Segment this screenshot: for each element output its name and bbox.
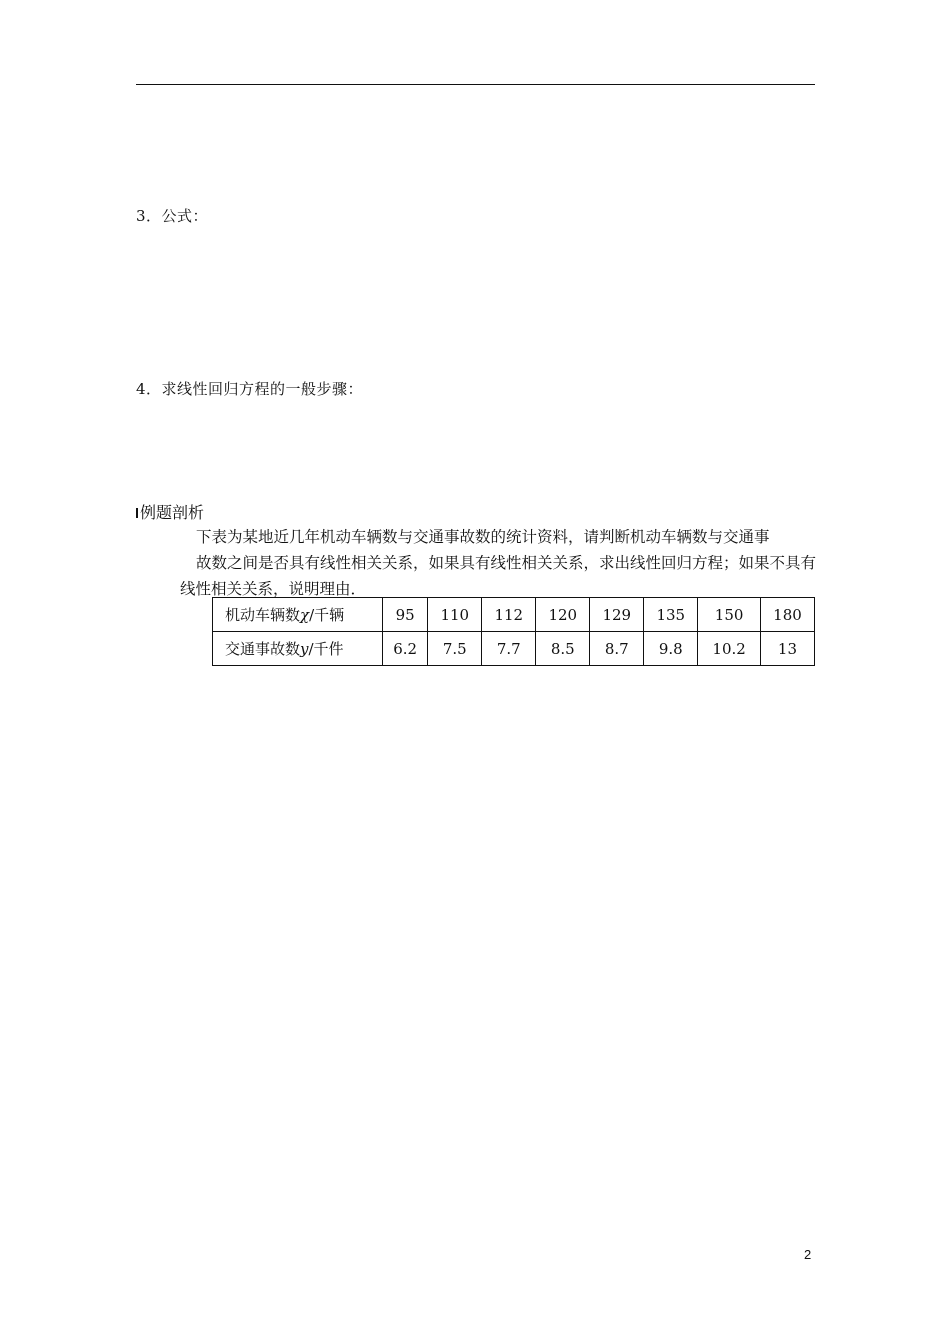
table-cell: 6.2 — [383, 632, 428, 666]
table-cell: 13 — [760, 632, 814, 666]
table-row-vehicles — [213, 598, 815, 632]
row-label-accidents — [213, 632, 383, 666]
header-rule — [136, 84, 815, 85]
row-label-suffix: /千件 — [308, 640, 344, 658]
problem-line-rest: 故数之间是否具有线性相关关系，如果具有线性相关关系，求出线性回归方程；如果不具有线性相关关系，说明理由． — [180, 554, 817, 598]
table-cell: 10.2 — [698, 632, 761, 666]
variable-y: y — [300, 640, 309, 658]
problem-line-1: 下表为某地近几年机动车辆数与交通事故数的统计资料，请判断机动车辆数与交通事 — [196, 528, 770, 546]
table-cell: 112 — [482, 598, 536, 632]
heading-marker — [136, 508, 138, 518]
data-table — [212, 597, 815, 666]
section-heading — [136, 500, 204, 523]
table-cell: 95 — [383, 598, 428, 632]
row-label-suffix: /千辆 — [309, 606, 345, 624]
table-cell: 180 — [760, 598, 814, 632]
variable-x: χ — [300, 606, 310, 624]
table-cell: 8.5 — [536, 632, 590, 666]
table-cell: 120 — [536, 598, 590, 632]
problem-statement — [180, 524, 817, 602]
table-cell: 9.8 — [644, 632, 698, 666]
item-3-formula: 3．公式： — [136, 207, 209, 225]
table-cell: 7.7 — [482, 632, 536, 666]
row-label-prefix: 机动车辆数 — [225, 606, 301, 624]
item-4-steps: 4．求线性回归方程的一般步骤： — [136, 380, 364, 398]
table-row-accidents — [213, 632, 815, 666]
table-cell: 110 — [428, 598, 482, 632]
table-cell: 150 — [698, 598, 761, 632]
table-cell: 129 — [590, 598, 644, 632]
table-cell: 135 — [644, 598, 698, 632]
section-heading-text: 例题剖析 — [140, 503, 205, 522]
page-number: 2 — [804, 1247, 812, 1262]
row-label-vehicles — [213, 598, 383, 632]
table-cell: 7.5 — [428, 632, 482, 666]
row-label-prefix: 交通事故数 — [225, 640, 301, 658]
table-cell: 8.7 — [590, 632, 644, 666]
